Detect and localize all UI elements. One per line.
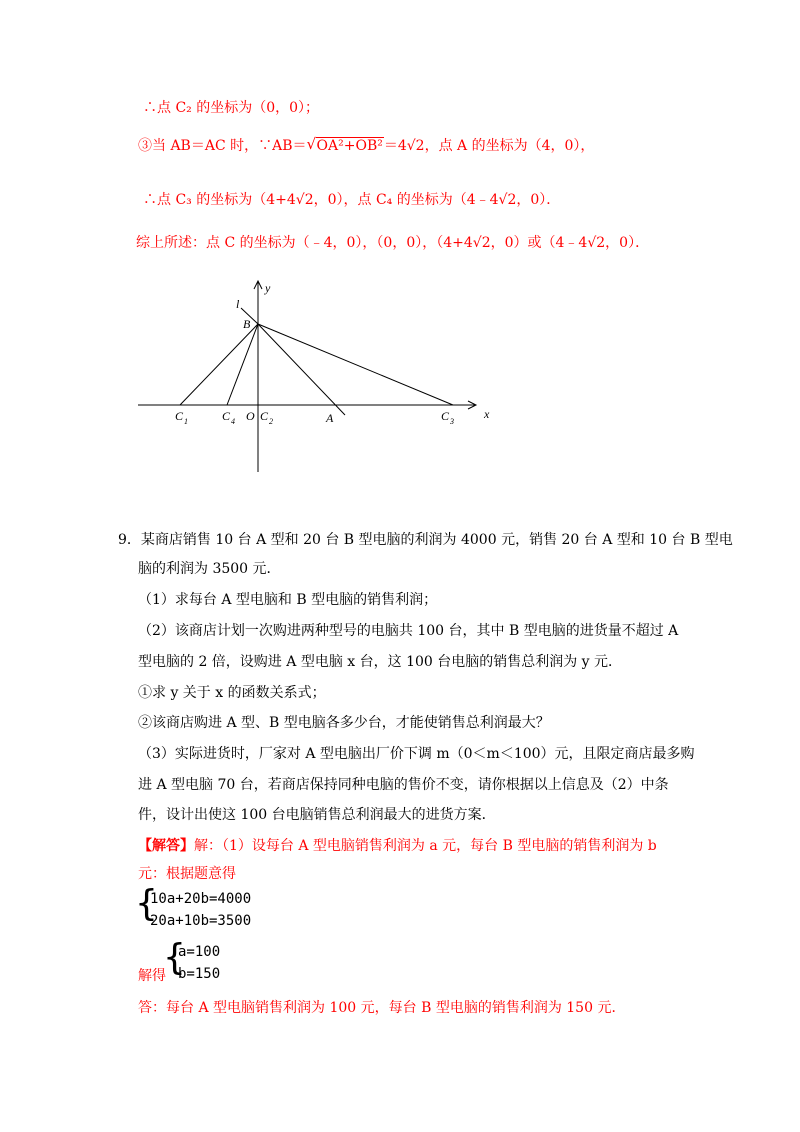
label-x: x — [484, 407, 490, 421]
problem-9-part-3-line-1: （3）实际进货时，厂家对 A 型电脑出厂价下调 m（0＜m＜100）元，且限定商店最多购 — [138, 746, 695, 762]
segment-b-c1 — [180, 324, 258, 405]
equation-1: 10a+20b=4000 — [150, 891, 252, 907]
problem-9-line-1: 9．某商店销售 10 台 A 型和 20 台 B 型电脑的利润为 4000 元，销售 20 台 A 型和 10 台 B 型电 — [118, 532, 733, 548]
label-C4-sub: 4 — [231, 417, 235, 426]
problem-9-part-2-line-1: （2）该商店计划一次购进两种型号的电脑共 100 台，其中 B 型电脑的进货量不超过 A — [138, 623, 679, 639]
label-O: O — [246, 409, 255, 423]
label-A: A — [326, 411, 334, 425]
line-l-lower — [258, 324, 345, 415]
label-C1: C — [175, 409, 184, 423]
label-B: B — [243, 317, 251, 331]
sqrt-expression — [307, 136, 384, 156]
solution-case3-suffix: ＝4√2，点 A 的坐标为（4，0）， — [383, 138, 595, 154]
problem-9-sub-2: ②该商店购进 A 型、B 型电脑各多少台，才能使销售总利润最大？ — [138, 715, 550, 731]
answer-conclusion: 答：每台 A 型电脑销售利润为 100 元，每台 B 型电脑的销售利润为 150 元． — [138, 1000, 626, 1016]
coordinate-figure — [135, 272, 500, 477]
problem-9-line-2: 脑的利润为 3500 元． — [138, 561, 281, 577]
problem-9-part-1: （1）求每台 A 型电脑和 B 型电脑的销售利润； — [138, 592, 438, 608]
answer-tag: 【解答】 — [138, 838, 194, 854]
solution-c2-line: ∴点 C₂ 的坐标为（0，0）； — [143, 100, 320, 116]
label-C2: C — [260, 409, 269, 423]
problem-9-part-3-line-3: 件，设计出使这 100 台电脑销售总利润最大的进货方案． — [138, 807, 496, 823]
answer-text-1: 解：（1）设每台 A 型电脑销售利润为 a 元，每台 B 型电脑的销售利润为 b — [194, 838, 657, 854]
sqrt-radicand: OA²+OB² — [316, 138, 383, 154]
solve-label: 解得 — [138, 968, 166, 984]
solution-case3-line — [138, 136, 594, 156]
segment-b-c3 — [258, 324, 453, 405]
label-C4: C — [222, 409, 231, 423]
system-brace-2: { — [163, 937, 186, 978]
solution-summary-line: 综上所述：点 C 的坐标为（﹣4，0），（0，0），（4+4√2，0）或（4﹣4√2，0）． — [136, 235, 650, 251]
problem-9-sub-1: ①求 y 关于 x 的函数关系式； — [138, 685, 326, 701]
label-C1-sub: 1 — [184, 417, 188, 426]
label-C3: C — [441, 409, 450, 423]
solution-b: b=150 — [178, 966, 221, 982]
answer-line-2: 元：根据题意得 — [138, 866, 236, 882]
problem-9-part-3-line-2: 进 A 型电脑 70 台，若商店保持同种电脑的售价不变，请你根据以上信息及（2）中条 — [138, 777, 669, 793]
equation-2: 20a+10b=3500 — [150, 913, 252, 929]
problem-9-part-2-line-2: 型电脑的 2 倍，设购进 A 型电脑 x 台，这 100 台电脑的销售总利润为 y 元． — [138, 654, 623, 670]
segment-b-c4 — [227, 324, 258, 405]
solution-a: a=100 — [178, 944, 221, 960]
label-C3-sub: 3 — [450, 417, 454, 426]
answer-line-1 — [138, 836, 657, 856]
label-l: l — [236, 297, 240, 311]
system-brace-1: { — [135, 883, 158, 924]
label-y: y — [265, 281, 271, 295]
solution-case3-prefix: ③当 AB＝AC 时，∵AB＝ — [138, 138, 307, 154]
label-C2-sub: 2 — [269, 417, 273, 426]
solution-c3c4-line: ∴点 C₃ 的坐标为（4+4√2，0），点 C₄ 的坐标为（4﹣4√2，0）． — [143, 192, 561, 208]
